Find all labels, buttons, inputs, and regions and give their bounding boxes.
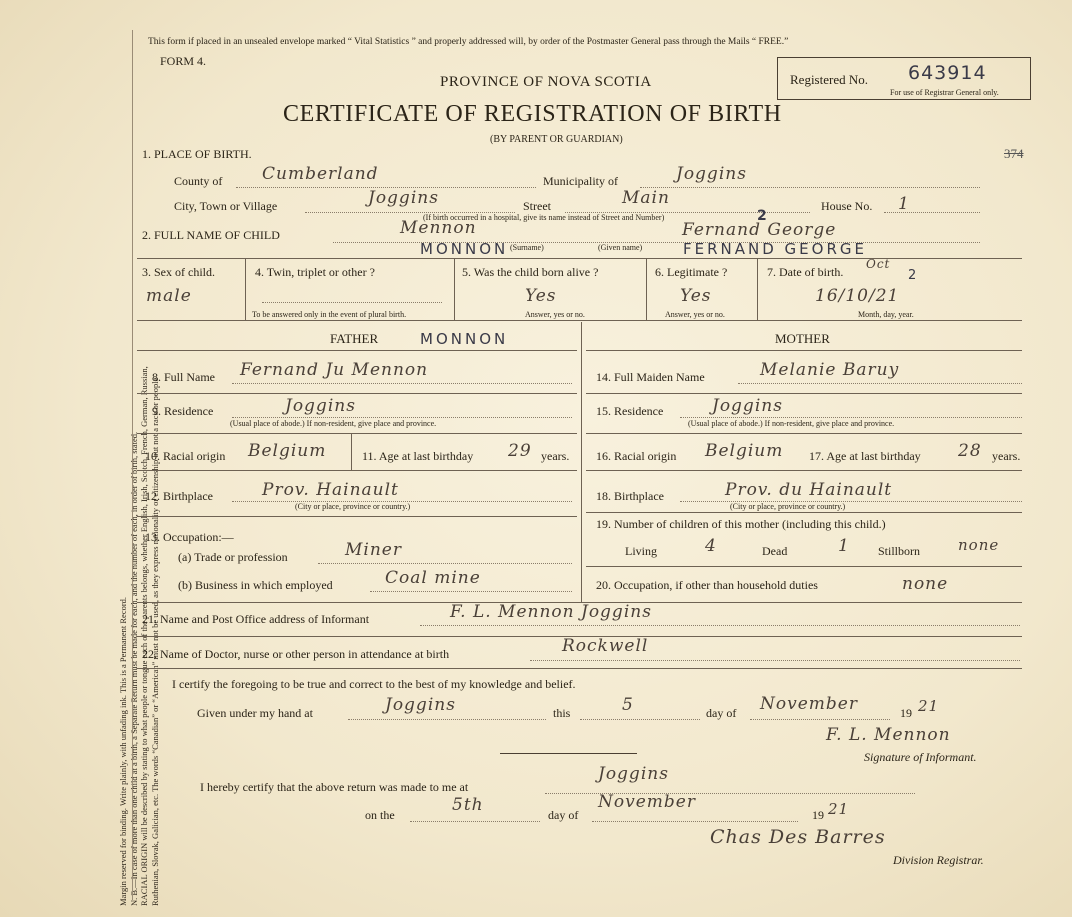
mail-notice: This form if placed in an unsealed envelope marked “ Vital Statistics ” and properly addressed will, by order of the Postmaster General pass through the Mails “ FREE.” [148,37,789,47]
municipality-value: Joggins [676,164,747,184]
registrar-label: Division Registrar. [893,853,984,867]
day-of-label: day of [706,706,737,720]
father-occupation-label: 13. Occupation:— [145,530,234,544]
born-alive-value: Yes [525,286,557,306]
given-place: Joggins [385,695,456,715]
mother-heading: MOTHER [775,331,830,346]
county-value: Cumberland [262,164,379,184]
dead-value: 1 [838,536,850,556]
return-label: I hereby certify that the above return was made to me at [200,780,469,794]
mother-birthplace-label: 18. Birthplace [596,489,664,503]
doctor-value: Rockwell [562,636,649,656]
certify-statement: I certify the foregoing to be true and correct to the best of my knowledge and belief. [172,677,576,691]
given-month: November [760,694,858,714]
father-residence-value: Joggins [285,396,356,416]
stillborn-value: none [958,536,1000,554]
mother-age-label: 17. Age at last birthday [809,449,921,463]
father-heading-name: MONNON [420,330,509,348]
return-day-of-label: day of [548,808,579,822]
corner-number: 374 [1004,146,1024,161]
return-day: 5th [452,795,484,815]
living-value: 4 [705,536,717,556]
margin-note: N. B.—In case of more than one child at a birth, a Separate Return must be made for each, and the number of each, in order of birth, stated. [128,431,139,906]
legitimate-value: Yes [680,286,712,306]
mother-birthplace-note: (City or place, province or country.) [730,502,846,511]
municipality-label: Municipality of [543,174,618,188]
mother-age-value: 28 [958,441,982,461]
sex-label: 3. Sex of child. [142,265,215,279]
county-label: County of [174,174,223,188]
page-title: CERTIFICATE OF REGISTRATION OF BIRTH [283,101,782,127]
this-label: this [553,706,571,720]
informant-label: 21. Name and Post Office address of Informant [142,612,370,626]
registered-number: 643914 [908,62,987,84]
city-label: City, Town or Village [174,199,278,213]
father-years: years. [541,449,570,463]
doctor-label: 22. Name of Doctor, nurse or other person in attendance at birth [142,647,450,661]
mother-residence-label: 15. Residence [596,404,664,418]
street-value: Main [622,188,670,208]
stillborn-label: Stillborn [878,544,921,558]
informant-value: F. L. Mennon Joggins [450,602,652,622]
father-age-value: 29 [508,441,532,461]
house-number-label: House No. [821,199,873,213]
born-alive-note: Answer, yes or no. [525,310,585,319]
birth-date-oct: Oct [866,257,891,271]
return-year-prefix: 19 [812,808,824,822]
child-given-handwritten: Fernand George [682,220,837,240]
mother-name-value: Melanie Baruy [760,360,900,380]
living-label: Living [625,544,657,558]
registrar-signature: Chas Des Barres [710,826,886,848]
given-label: Given under my hand at [197,706,313,720]
margin-note: RACIAL ORIGIN will be described by stating to what people or tongue each of the parents belongs, whether English, Irish, Scotch, French, German, Russian, [139,366,149,906]
province-heading: PROVINCE OF NOVA SCOTIA [440,74,652,90]
page-subtitle: (BY PARENT OR GUARDIAN) [490,134,623,145]
father-business-label: (b) Business in which employed [178,578,333,592]
legitimate-label: 6. Legitimate ? [655,265,728,279]
form-number: FORM 4. [160,54,207,68]
father-racial-label: 10. Racial origin [145,449,226,463]
twin-label: 4. Twin, triplet or other ? [255,265,375,279]
mother-occupation-value: none [902,574,949,594]
city-value: Joggins [368,188,439,208]
father-heading: FATHER [330,331,379,346]
father-birthplace-note: (City or place, province or country.) [295,502,411,511]
given-day: 5 [622,695,634,715]
return-place: Joggins [598,764,669,784]
father-residence-note: (Usual place of abode.) If non-resident, give place and province. [230,419,437,428]
sex-value: male [146,286,192,306]
father-residence-label: 9. Residence [152,404,214,418]
legitimate-note: Answer, yes or no. [665,310,725,319]
return-month: November [598,792,696,812]
registration-box [777,57,1031,100]
informant-signature-label: Signature of Informant. [864,750,977,764]
margin-notes [118,36,160,906]
dead-label: Dead [762,544,788,558]
born-alive-label: 5. Was the child born alive ? [462,265,599,279]
mother-occupation-label: 20. Occupation, if other than household duties [596,578,818,592]
child-given-caps: FERNAND GEORGE [683,240,867,258]
father-name-value: Fernand Ju Mennon [240,360,429,380]
twin-note: To be answered only in the event of plural birth. [252,310,407,319]
father-age-label: 11. Age at last birthday [362,449,474,463]
surname-note: (Surname) [510,243,544,252]
birth-date-label: 7. Date of birth. [767,265,844,279]
birth-date-note: Month, day, year. [858,310,914,319]
child-surname-caps: MONNON [420,240,509,258]
house-number-value-2: 2 [757,208,770,224]
father-racial-value: Belgium [248,441,327,461]
registered-label: Registered No. [790,72,868,87]
registrar-use-note: For use of Registrar General only. [890,88,999,97]
hospital-note: (If birth occurred in a hospital, give its name instead of Street and Number) [423,213,665,222]
given-year: 21 [918,697,940,715]
mother-years: years. [992,449,1021,463]
margin-rule [132,30,133,900]
return-year: 21 [828,800,850,818]
birth-date-two: 2 [908,268,920,283]
birth-date-value: 16/10/21 [815,286,900,306]
on-the-label: on the [365,808,395,822]
father-birthplace-label: 12. Birthplace [145,489,213,503]
margin-note: Ruthenian, Slovak, Galician, etc. The words “Canadian” or “American” must not be used, as they express nationality or citizenship but not a race or people [149,377,160,906]
informant-signature: F. L. Mennon [826,725,951,745]
street-label: Street [523,199,551,213]
place-of-birth-label: 1. PLACE OF BIRTH. [142,147,252,161]
mother-birthplace-value: Prov. du Hainault [725,480,893,500]
margin-note: Margin reserved for binding. Write plainly, with unfading ink. This is a Permanent Record. [118,596,128,906]
child-surname-handwritten: Mennon [400,218,477,238]
child-name-label: 2. FULL NAME OF CHILD [142,228,280,242]
mother-racial-value: Belgium [705,441,784,461]
father-birthplace-value: Prov. Hainault [262,480,399,500]
mother-name-label: 14. Full Maiden Name [596,370,705,384]
father-business-value: Coal mine [385,568,481,588]
father-trade-label: (a) Trade or profession [178,550,288,564]
house-number-value: 1 [898,194,910,214]
mother-racial-label: 16. Racial origin [596,449,677,463]
mother-residence-value: Joggins [712,396,783,416]
father-trade-value: Miner [345,540,402,560]
mother-residence-note: (Usual place of abode.) If non-resident, give place and province. [688,419,895,428]
mother-children-label: 19. Number of children of this mother (including this child.) [596,517,886,531]
given-name-note: (Given name) [598,243,643,252]
father-name-label: 8. Full Name [152,370,215,384]
given-year-prefix: 19 [900,706,912,720]
